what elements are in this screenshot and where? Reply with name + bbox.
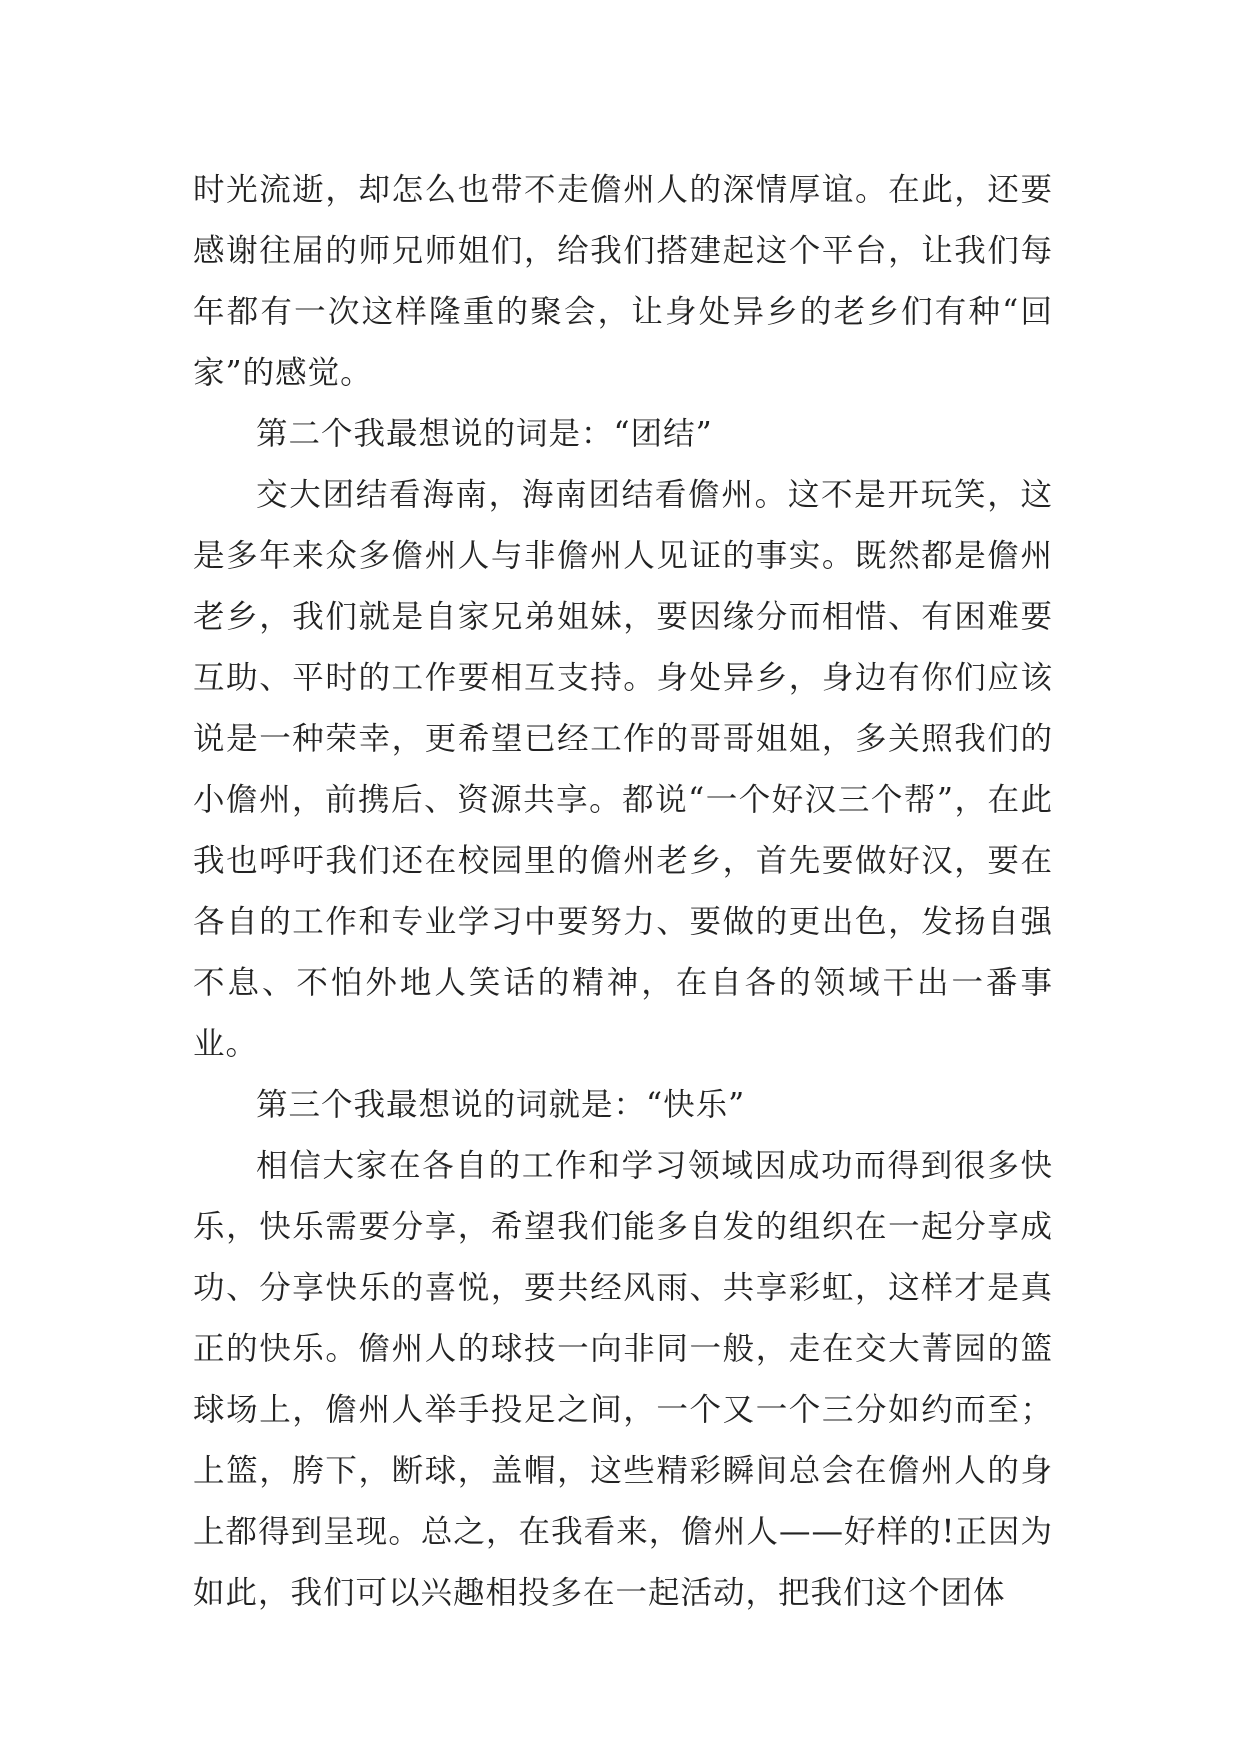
paragraph-heading-unity: 第二个我最想说的词是：“团结” xyxy=(256,416,713,452)
paragraph-unity: 交大团结看海南，海南团结看儋州。这不是开玩笑，这是多年来众多儋州人与非儋州人见证的事实。既然都是儋州老乡，我们就是自家兄弟姐妹，要因缘分而相惜、有困难要互助、平时的工作要相互支持。身处异乡，身边有你们应该说是一种荣幸，更希望已经工作的哥哥姐姐，多关照我们的小儋州，前携后、资源共享。都说“一个好汉三个帮”，在此我也呼吁我们还在校园里的儋州老乡，首先要做好汉，要在各自的工作和专业学习中要努力、要做的更出色，发扬自强不息、不怕外地人笑话的精神，在自各的领域干出一番事业。 xyxy=(193,477,1053,1062)
paragraph-continuation: 时光流逝，却怎么也带不走儋州人的深情厚谊。在此，还要感谢往届的师兄师姐们，给我们搭建起这个平台，让我们每年都有一次这样隆重的聚会，让身处异乡的老乡们有种“回家”的感觉。 xyxy=(193,172,1053,391)
paragraph-heading-happiness: 第三个我最想说的词就是：“快乐” xyxy=(256,1087,746,1123)
paragraph-happiness: 相信大家在各自的工作和学习领域因成功而得到很多快乐，快乐需要分享，希望我们能多自发的组织在一起分享成功、分享快乐的喜悦，要共经风雨、共享彩虹，这样才是真正的快乐。儋州人的球技一向非同一般，走在交大菁园的篮球场上，儋州人举手投足之间，一个又一个三分如约而至；上篮，胯下，断球，盖帽，这些精彩瞬间总会在儋州人的身上都得到呈现。总之，在我看来，儋州人——好样的!正因为如此，我们可以兴趣相投多在一起活动，把我们这个团体 xyxy=(193,1148,1053,1611)
document-body xyxy=(193,160,1053,1624)
